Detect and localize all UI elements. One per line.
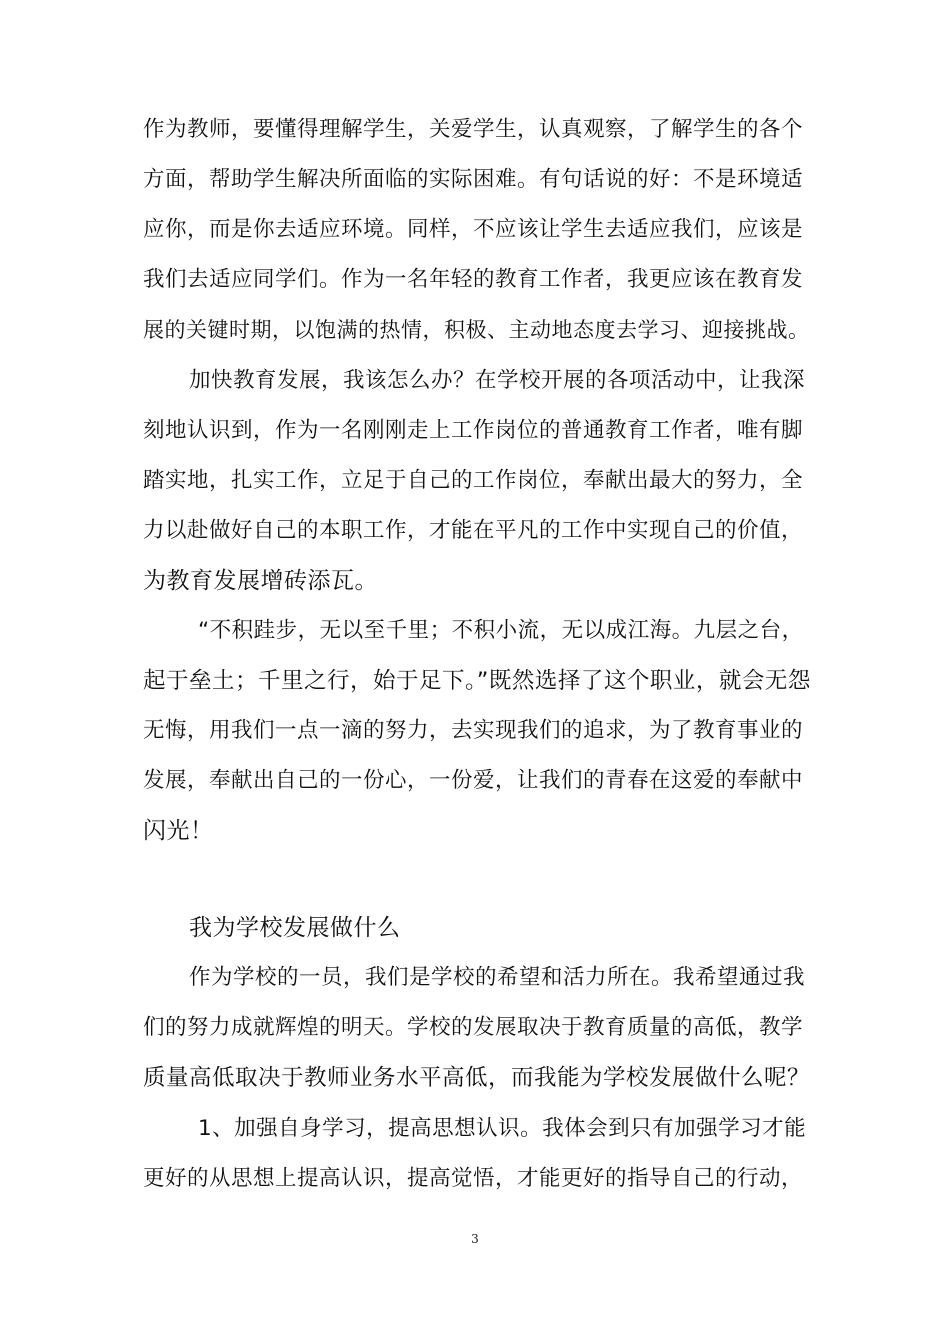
- text-line: 作为教师，要懂得理解学生，关爱学生，认真观察，了解学生的各个: [143, 117, 804, 142]
- text-line: 发展，奉献出自己的一份心，一份爱，让我们的青春在这爱的奉献中: [143, 768, 804, 793]
- text-line: 刻地认识到，作为一名刚刚走上工作岗位的普通教育工作者，唯有脚: [143, 418, 804, 443]
- text-line: 为教育发展增砖添瓦。: [143, 568, 378, 594]
- text-line: 力以赴做好自己的本职工作，才能在平凡的工作中实现自己的价值，: [143, 518, 804, 543]
- text-line: 闪光！: [143, 818, 214, 844]
- page-number: 3: [471, 1232, 479, 1246]
- text-line: “不积跬步，无以至千里；不积小流，无以成江海。九层之台，: [198, 618, 804, 643]
- text-line: 加快教育发展，我该怎么办？在学校开展的各项活动中，让我深: [189, 368, 806, 393]
- text-line: 应你，而是你去适应环境。同样，不应该让学生去适应我们，应该是: [143, 217, 804, 242]
- text-line: 踏实地，扎实工作，立足于自己的工作岗位，奉献出最大的努力，全: [143, 468, 804, 493]
- text-line: 方面，帮助学生解决所面临的实际困难。有句话说的好：不是环境适: [143, 167, 804, 192]
- text-line: 我们去适应同学们。作为一名年轻的教育工作者，我更应该在教育发: [143, 267, 804, 292]
- text-line: 无悔，用我们一点一滴的努力，去实现我们的追求，为了教育事业的: [143, 718, 804, 743]
- text-line: 更好的从思想上提高认识，提高觉悟，才能更好的指导自己的行动，: [143, 1166, 804, 1191]
- text-line: 作为学校的一员，我们是学校的希望和活力所在。我希望通过我: [189, 965, 806, 990]
- text-line: 们的努力成就辉煌的明天。学校的发展取决于教育质量的高低，教学: [143, 1015, 804, 1040]
- text-line: 1、加强自身学习，提高思想认识。我体会到只有加强学习才能: [198, 1116, 807, 1141]
- text-line: 起于垒土；千里之行，始于足下。”既然选择了这个职业，就会无怨: [143, 668, 811, 694]
- text-line: 质量高低取决于教师业务水平高低，而我能为学校发展做什么呢？: [143, 1065, 811, 1091]
- text-line: 展的关键时期，以饱满的热情，积极、主动地态度去学习、迎接挑战。: [143, 318, 810, 342]
- section-heading: 我为学校发展做什么: [189, 915, 401, 941]
